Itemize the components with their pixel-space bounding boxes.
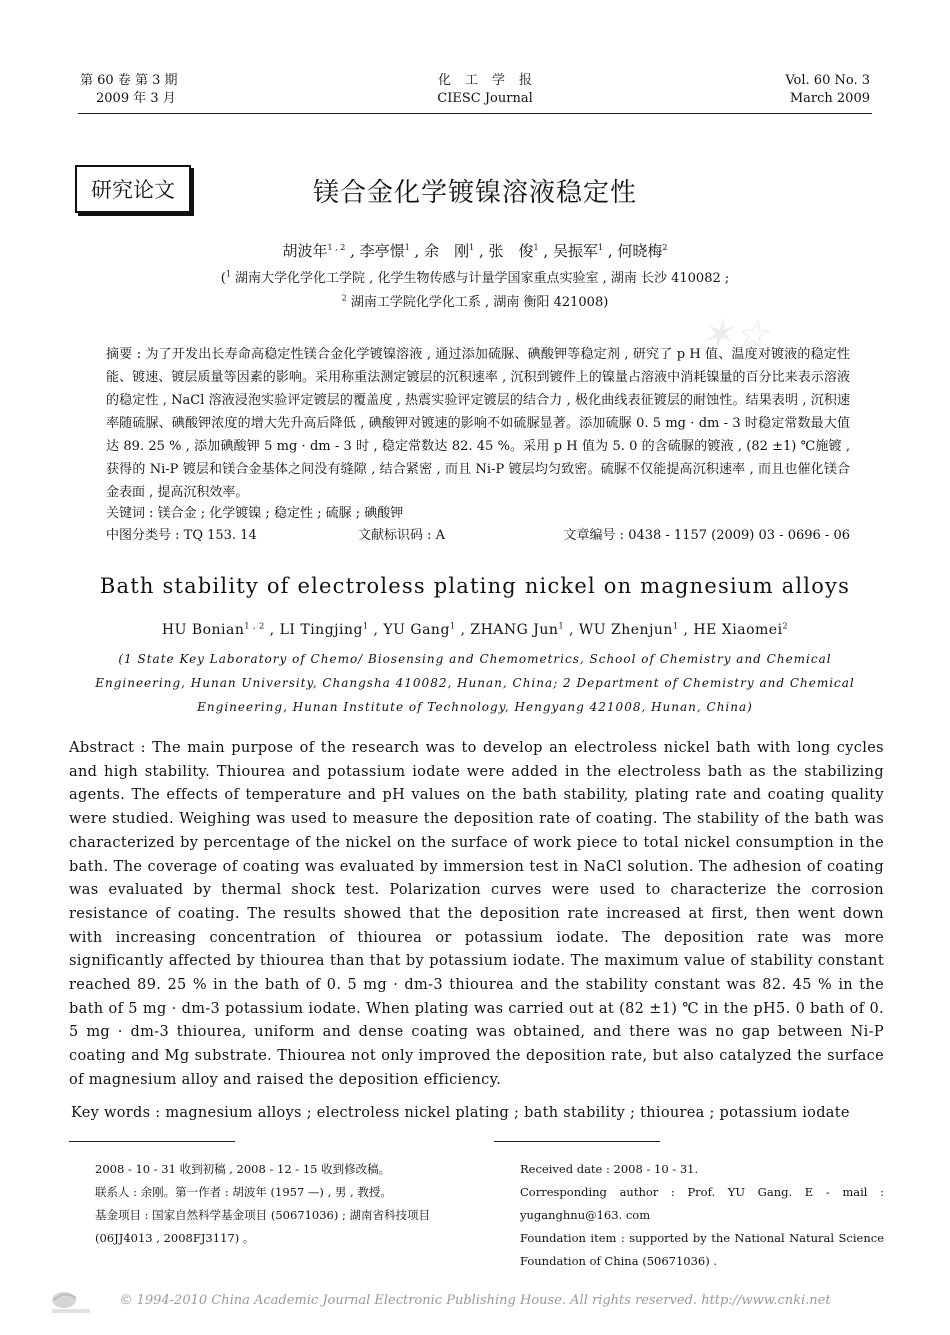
- en-author: LI Tingjing$^1$: [279, 621, 369, 638]
- en-keywords-text: magnesium alloys ; electroless nickel plating ; bath stability ; thiourea ; potassium iodate: [165, 1105, 850, 1121]
- cn-affiliation-2: $^2$ 湖南工学院化学化工系 , 湖南 衡阳 421008): [341, 293, 609, 310]
- en-affiliation: (1 State Key Laboratory of Chemo/ Biosensing and Chemometrics, School of Chemistry and Chemical Engineering, Hunan University, Changsha 410082, Hunan, China; 2 Department of Chemistry and Chemical Engineering, Hunan Institute of Technology, Hengyang 421008, Hunan, China): [95, 652, 855, 714]
- received-cn: 2008 - 10 - 31 收到初稿 , 2008 - 12 - 15 收到修改稿。: [95, 1162, 391, 1176]
- cn-author: 吴振军$^1$: [552, 242, 604, 260]
- watermark-mark: ✶☆: [700, 312, 770, 358]
- en-author: WU Zhenjun$^1$: [578, 621, 679, 638]
- cn-title: 镁合金化学镀镍溶液稳定性: [312, 178, 637, 208]
- en-author: HU Bonian$^{1 , 2}$: [161, 621, 265, 638]
- clc-number: 中图分类号 : TQ 153. 14: [106, 528, 257, 543]
- date-cn: 2009 年 3 月: [96, 91, 176, 106]
- received-en: Received date : 2008 - 10 - 31.: [520, 1162, 699, 1176]
- cn-keywords: [106, 503, 850, 525]
- volume-en: Vol. 60 No. 3: [785, 73, 870, 88]
- journal-cn: 化工学报: [437, 73, 546, 88]
- foundation-en: Foundation item : supported by the National Natural Science Foundation of China (50671036) .: [520, 1231, 884, 1268]
- cn-author: 李亭憬$^1$: [359, 242, 410, 260]
- fund-cn: 基金项目 : 国家自然科学基金项目 (50671036) ; 湖南省科技项目 (06JJ4013 , 2008FJ3117) 。: [95, 1208, 431, 1245]
- footnotes-cn: [69, 1158, 464, 1250]
- en-abstract-label: Abstract :: [69, 740, 146, 756]
- en-keywords-label: Key words :: [71, 1105, 161, 1121]
- en-keywords: [71, 1105, 886, 1121]
- volume-cn: 第 60 卷 第 3 期: [80, 73, 178, 88]
- en-author: ZHANG Jun$^1$: [470, 621, 565, 638]
- en-abstract-text: The main purpose of the research was to develop an electroless nickel bath with long cycles and high stability. Thiourea and potassium iodate were added in the electroless bath as the stabilizing agents. The effects of temperature and pH values on the bath stability, plating rate and coating quality were studied. Weighing was used to measure the deposition rate of coating. The stability of the bath was characterized by percentage of the nickel on the surface of work piece to total nickel consumption in the bath. The coverage of coating was evaluated by immersion test in NaCl solution. The adhesion of coating was evaluated by thermal shock test. Polarization curves were used to characterize the corrosion resistance of coating. The results showed that the deposition rate increased at first, then went down with increasing concentration of thiourea or potassium iodate. The deposition rate was more significantly affected by thiourea than that by potassium iodate. The maximum value of stability constant reached 89. 25 % in the bath of 0. 5 mg · dm-3 thiourea and the stability constant was 82. 45 % in the bath of 5 mg · dm-3 potassium iodate. When plating was carried out at (82 ±1) ℃ in the pH5. 0 bath of 0. 5 mg · dm-3 thiourea, uniform and dense coating was obtained, and there was no gap between Ni-P coating and Mg substrate. Thiourea not only improved the deposition rate, but also catalyzed the surface of magnesium alloy and raised the deposition efficiency.: [69, 740, 884, 1088]
- date-en: March 2009: [789, 91, 870, 106]
- cn-keywords-text: 镁合金 ; 化学镀镍 ; 稳定性 ; 硫脲 ; 碘酸钾: [157, 506, 404, 521]
- cn-abstract-text: 为了开发出长寿命高稳定性镁合金化学镀镍溶液 , 通过添加硫脲、碘酸钾等稳定剂 , 研究了 p H 值、温度对镀液的稳定性能、镀速、镀层质量等因素的影响。采用称重法测定镀层的沉积速率 , 沉积到镀件上的镍量占溶液中消耗镍量的百分比来表示溶液的稳定性 , NaCl 溶液浸泡实验评定镀层的覆盖度 , 热震实验评定镀层的结合力 , 极化曲线表征镀层的耐蚀性。结果表明 , 沉积速率随硫脲、碘酸钾浓度的增大先升高后降低 , 碘酸钾对镀速的影响不如硫脲显著。添加硫脲 0. 5 mg · dm - 3 时稳定常数最大值达 89. 25 % , 添加碘酸钾 5 mg · dm - 3 时 , 稳定常数达 82. 45 %。采用 p H 值为 5. 0 的含硫脲的镀液 , (82 ±1) ℃施镀 , 获得的 Ni-P 镀层和镁合金基体之间没有缝隙 , 结合紧密 , 而且 Ni-P 镀层均匀致密。硫脲不仅能提高沉积速率 , 而且也催化镁合金表面 , 提高沉积效率。: [106, 347, 850, 500]
- cn-author: 何晓梅$^2$: [617, 242, 668, 260]
- header-rule: [78, 113, 872, 114]
- cn-abstract: [106, 343, 850, 504]
- cn-keywords-label: 关键词 :: [106, 506, 154, 521]
- footnote-rule-right: [494, 1141, 660, 1142]
- en-author: YU Gang$^1$: [383, 621, 456, 638]
- category-label: 研究论文: [75, 165, 191, 213]
- en-author: HE Xiaomei$^2$: [693, 621, 789, 638]
- journal-en: CIESC Journal: [437, 91, 533, 106]
- en-authors: HU Bonian$^{1 , 2}$ , LI Tingjing$^1$ , YU Gang$^1$ , ZHANG Jun$^1$ , WU Zhenjun$^1$ , HE Xiaomei$^2$: [161, 621, 789, 638]
- document-code: 文献标识码 : A: [358, 528, 446, 543]
- en-abstract: [69, 737, 884, 1093]
- copyright-footer: © 1994-2010 China Academic Journal Electronic Publishing House. All rights reserved. http://www.cnki.net: [119, 1293, 831, 1308]
- header-left: [80, 72, 177, 108]
- header-right: [785, 72, 870, 108]
- footnotes-en: [494, 1158, 884, 1273]
- corresponding-en: Corresponding author : Prof. YU Gang. E - mail : yuganghnu@163. com: [520, 1185, 884, 1222]
- contact-cn: 联系人 : 余刚。第一作者 : 胡波年 (1957 —) , 男 , 教授。: [95, 1185, 392, 1199]
- cn-author: 余 刚$^1$: [424, 242, 475, 260]
- en-title: Bath stability of electroless plating nickel on magnesium alloys: [99, 574, 851, 598]
- article-number: 文章编号 : 0438 - 1157 (2009) 03 - 0696 - 06: [563, 528, 850, 543]
- cn-author: 张 俊$^1$: [488, 242, 539, 260]
- header-center: [400, 72, 570, 108]
- cn-affiliation-1: ($^1$ 湖南大学化学化工学院 , 化学生物传感与计量学国家重点实验室 , 湖南 长沙 410082 ;: [220, 269, 730, 286]
- cn-abstract-label: 摘要 :: [106, 347, 142, 362]
- footnote-rule-left: [69, 1141, 235, 1142]
- cn-author: 胡波年$^{1 , 2}$: [282, 242, 346, 260]
- cn-authors: 胡波年$^{1 , 2}$ , 李亭憬$^1$ , 余 刚$^1$ , 张 俊$^1$ , 吴振军$^1$ , 何晓梅$^2$: [282, 242, 668, 260]
